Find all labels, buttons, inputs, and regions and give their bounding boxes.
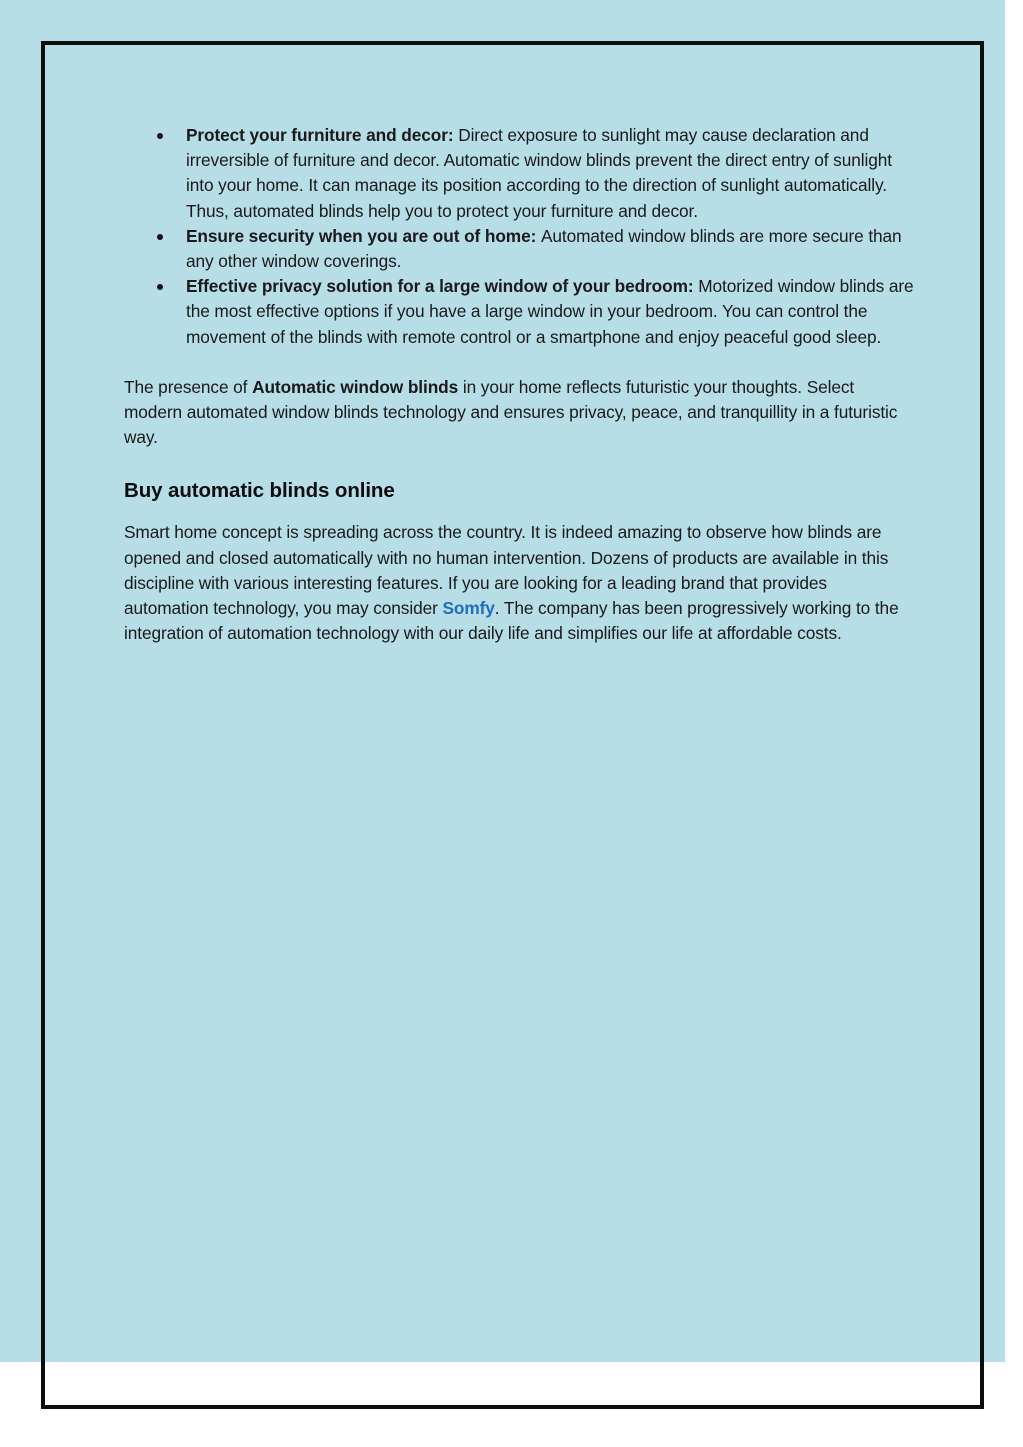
intro-text-before: The presence of [124, 376, 253, 397]
somfy-link[interactable]: Somfy [442, 598, 495, 619]
bullet-icon [157, 133, 163, 139]
bullet-text: Automated window blinds are more secure than any other window coverings. [186, 225, 902, 272]
bullet-icon [157, 284, 163, 290]
list-item [124, 274, 914, 350]
section-heading: Buy automatic blinds online [124, 479, 395, 503]
section-paragraph [124, 520, 914, 646]
bullet-title: Effective privacy solution for a large window of your bedroom: [186, 276, 699, 297]
bullet-title: Protect your furniture and decor: [186, 125, 459, 145]
benefits-list [124, 123, 914, 350]
list-item [124, 123, 914, 224]
section-text-after-link: . The company has been progressively working to the integration of automation technology with our daily life and simplifies our life at affordable costs. [124, 598, 899, 644]
list-item [124, 224, 914, 274]
bullet-text: Direct exposure to sunlight may cause declaration and irreversible of furniture and decor. Automatic window blinds prevent the direct entry of sunlight into your home. It can manage its position according to the direction of sunlight automatically. Thus, automated blinds help you to protect your furniture and decor. [186, 125, 892, 221]
bullet-text: Motorized window blinds are the most effective options if you have a large window in your bedroom. You can control the movement of the blinds with remote control or a smartphone and enjoy peaceful good sleep. [186, 276, 914, 347]
intro-text-after: in your home reflects futuristic your thoughts. Select modern automated window blinds technology and ensures privacy, peace, and tranquillity in a futuristic way. [124, 376, 898, 448]
section-text-before-link: Smart home concept is spreading across the country. It is indeed amazing to observe how blinds are opened and closed automatically with no human intervention. Dozens of products are available in this discipline with various interesting features. If you are looking for a leading brand that provides automation technology, you may consider [124, 522, 889, 619]
document-body [124, 123, 914, 646]
bullet-icon [157, 234, 163, 240]
bullet-title: Ensure security when you are out of home: [186, 225, 541, 246]
intro-paragraph [124, 375, 914, 451]
intro-bold-phrase: Automatic window blinds [252, 376, 459, 397]
